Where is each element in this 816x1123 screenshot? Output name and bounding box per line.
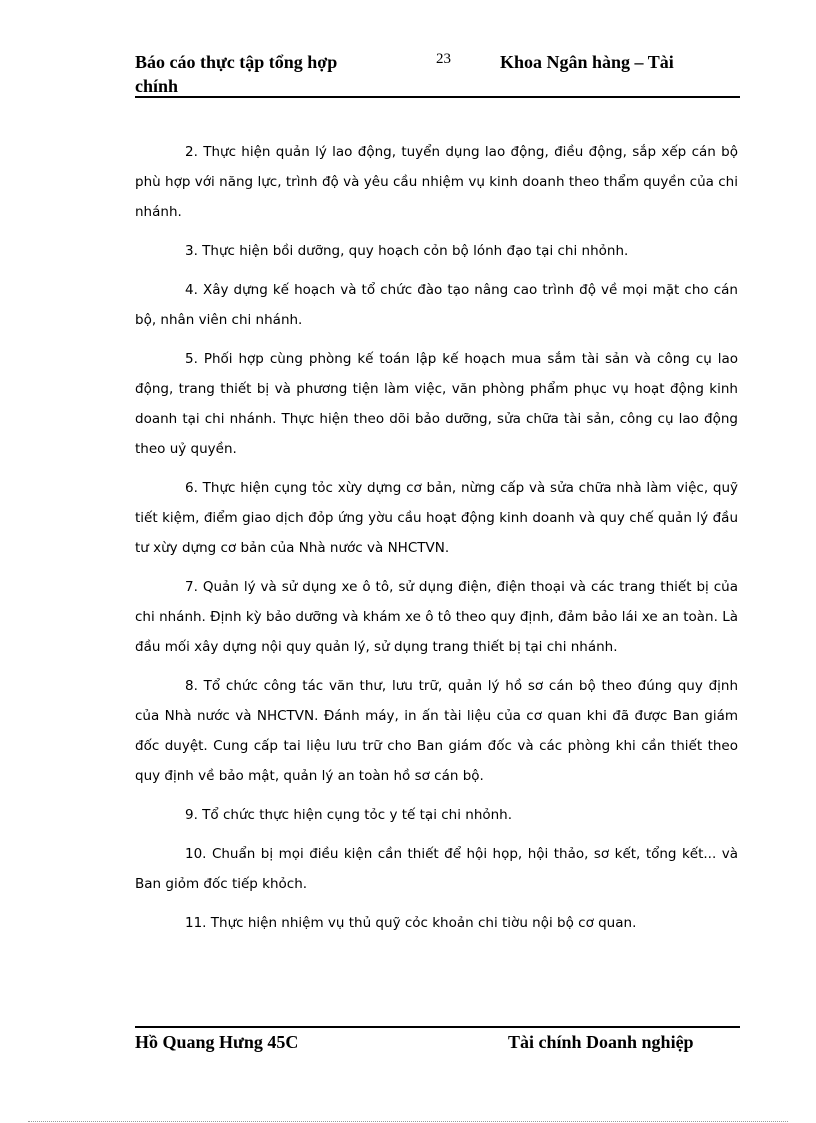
header-right-title: Khoa Ngân hàng – Tài xyxy=(500,52,674,72)
footer-author: Hồ Quang Hưng 45C xyxy=(135,1032,299,1052)
paragraph: 7. Quản lý và sử dụng xe ô tô, sử dụng điện, điện thoại và các trang thiết bị của chi nhánh. Định kỳ bảo dưỡng và khám xe ô tô theo quy định, đảm bảo lái xe an toàn. Là đầu mối xây dựng nội quy quản lý, sử dụng trang thiết bị tại chi nhánh. xyxy=(135,579,738,655)
paragraph: 10. Chuẩn bị mọi điều kiện cần thiết để hội họp, hội thảo, sơ kết, tổng kết... và Ban giỏm đốc tiếp khỏch. xyxy=(135,846,738,892)
paragraph: 2. Thực hiện quản lý lao động, tuyển dụng lao động, điều động, sắp xếp cán bộ phù hợp với năng lực, trình độ và yêu cầu nhiệm vụ kinh doanh theo thẩm quyền của chi nhánh. xyxy=(135,144,738,220)
header-left-title: Báo cáo thực tập tổng hợp chính xyxy=(135,52,338,96)
paragraph: 11. Thực hiện nhiệm vụ thủ quỹ cỏc khoản chi tiờu nội bộ cơ quan. xyxy=(185,915,637,931)
header-rule xyxy=(135,96,740,98)
footer-rule xyxy=(135,1026,740,1028)
document-body xyxy=(135,137,738,947)
paragraph: 3. Thực hiện bồi dưỡng, quy hoạch cỏn bộ lónh đạo tại chi nhỏnh. xyxy=(185,243,629,259)
paragraph: 5. Phối hợp cùng phòng kế toán lập kế hoạch mua sắm tài sản và công cụ lao động, trang thiết bị và phương tiện làm việc, văn phòng phẩm phục vụ hoạt động kinh doanh tại chi nhánh. Thực hiện theo dõi bảo dưỡng, sửa chữa tài sản, công cụ lao động theo uỷ quyền. xyxy=(135,351,738,457)
footer-department: Tài chính Doanh nghiệp xyxy=(508,1032,694,1052)
paragraph: 8. Tổ chức công tác văn thư, lưu trữ, quản lý hồ sơ cán bộ theo đúng quy định của Nhà nước và NHCTVN. Đánh máy, in ấn tài liệu của cơ quan khi đã được Ban giám đốc duyệt. Cung cấp tai liệu lưu trữ cho Ban giám đốc và các phòng khi cần thiết theo quy định về bảo mật, quản lý an toàn hồ sơ cán bộ. xyxy=(135,678,738,784)
paragraph: 6. Thực hiện cụng tỏc xừy dựng cơ bản, nừng cấp và sửa chữa nhà làm việc, quỹ tiết kiệm, điểm giao dịch đỏp ứng yờu cầu hoạt động kinh doanh và quy chế quản lý đầu tư xừy dựng cơ bản của Nhà nước và NHCTVN. xyxy=(135,480,738,556)
page-number: 23 xyxy=(436,51,451,67)
page-bottom-dotted-border xyxy=(28,1121,788,1122)
paragraph: 4. Xây dựng kế hoạch và tổ chức đào tạo nâng cao trình độ về mọi mặt cho cán bộ, nhân viên chi nhánh. xyxy=(135,282,738,328)
paragraph: 9. Tổ chức thực hiện cụng tỏc y tế tại chi nhỏnh. xyxy=(185,807,513,823)
